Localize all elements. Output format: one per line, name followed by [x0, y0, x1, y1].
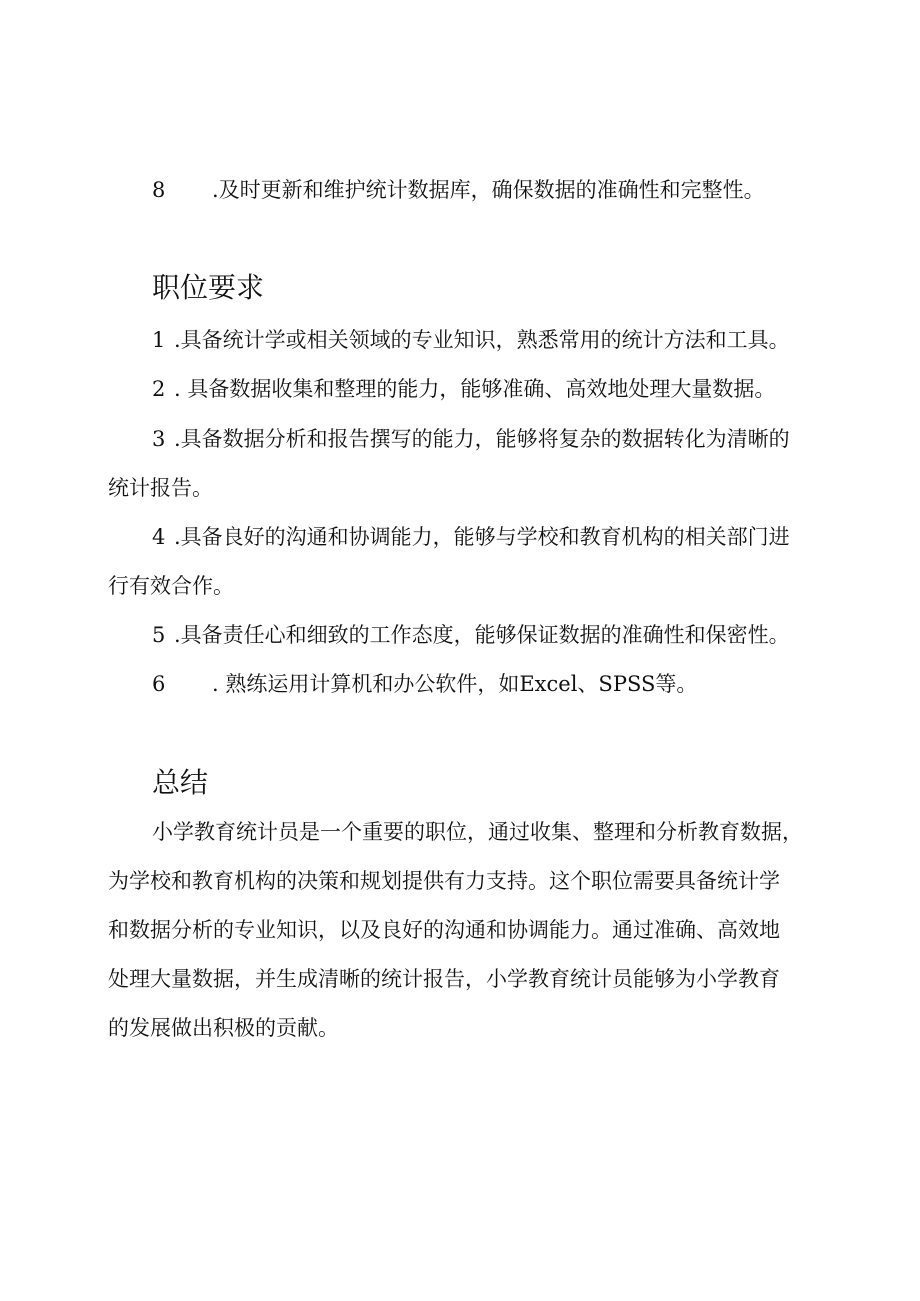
list-text: .具备统计学或相关领域的专业知识，熟悉常用的统计方法和工具。 [174, 328, 790, 352]
list-text: .及时更新和维护统计数据库，确保数据的准确性和完整性。 [212, 178, 765, 202]
requirement-item-4 [152, 522, 852, 552]
summary-line-1: 小学教育统计员是一个重要的职位，通过收集、整理和分析教育数据， [152, 820, 803, 844]
list-text: .具备数据分析和报告撰写的能力，能够将复杂的数据转化为清晰的 [174, 427, 790, 451]
requirement-item-3-continuation: 统计报告。 [108, 476, 213, 500]
list-text: .具备责任心和细致的工作态度，能够保证数据的准确性和保密性。 [174, 623, 790, 647]
requirement-item-3 [152, 424, 852, 454]
list-number: 3 [152, 427, 166, 451]
summary-line-3: 和数据分析的专业知识，以及良好的沟通和协调能力。通过准确、高效地 [108, 918, 780, 942]
list-number: 2 [152, 377, 166, 401]
requirement-item-5 [152, 620, 852, 650]
summary-line-5: 的发展做出积极的贡献。 [108, 1016, 339, 1040]
list-number: 6 [152, 672, 166, 696]
summary-line-2: 为学校和教育机构的决策和规划提供有力支持。这个职位需要具备统计学 [108, 869, 780, 893]
list-text: . 熟练运用计算机和办公软件，如Excel、SPSS等。 [212, 672, 698, 696]
requirement-item-6 [152, 669, 852, 699]
list-number: 8 [152, 178, 166, 202]
list-number: 4 [152, 525, 166, 549]
duty-item-8 [152, 175, 852, 205]
requirement-item-4-continuation: 行有效合作。 [108, 574, 234, 598]
requirement-item-2 [152, 374, 852, 404]
requirement-item-1 [152, 325, 852, 355]
list-text: . 具备数据收集和整理的能力，能够准确、高效地处理大量数据。 [174, 377, 776, 401]
summary-line-4: 处理大量数据，并生成清晰的统计报告，小学教育统计员能够为小学教育 [108, 967, 780, 991]
list-number: 1 [152, 328, 166, 352]
section-heading-summary: 总结 [152, 766, 209, 799]
list-text: .具备良好的沟通和协调能力，能够与学校和教育机构的相关部门进 [174, 525, 790, 549]
list-number: 5 [152, 623, 166, 647]
section-heading-requirements: 职位要求 [152, 271, 265, 304]
